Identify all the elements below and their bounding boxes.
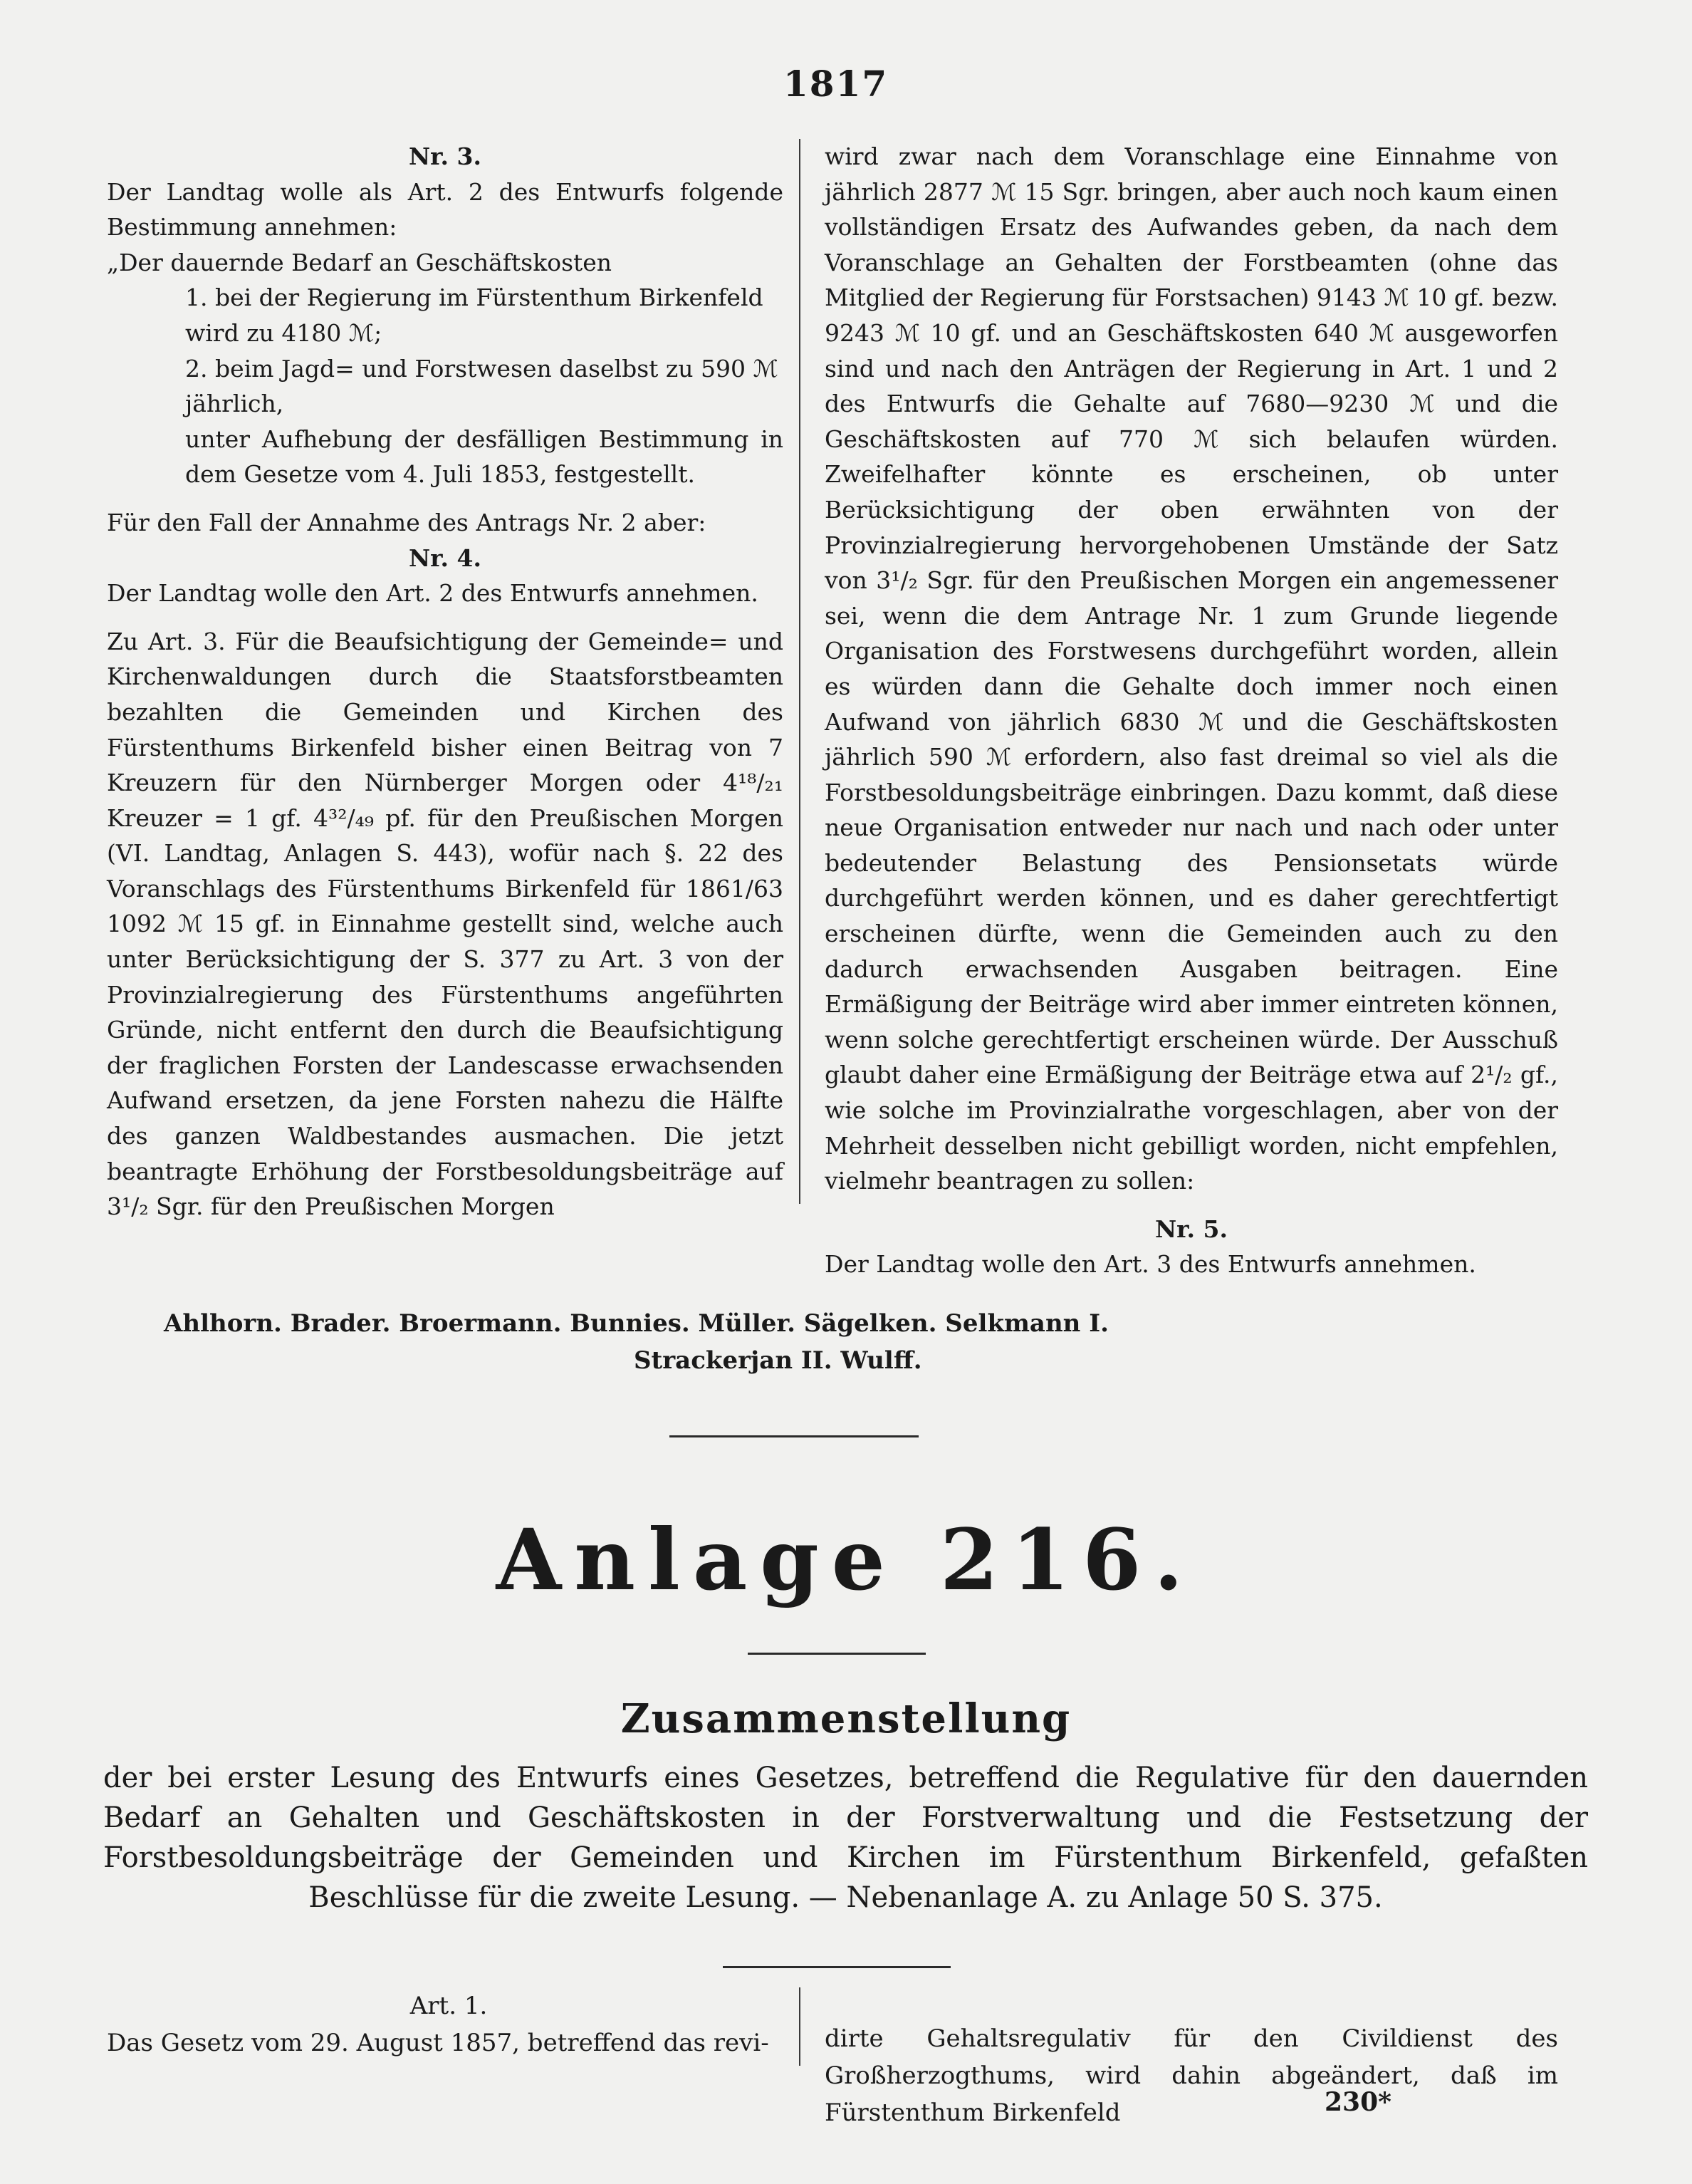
nr5-text: Der Landtag wolle den Art. 3 des Entwurfs annehmen. [825, 1250, 1476, 1279]
bottom-right-column: dirte Gehaltsregulativ für den Civildienst des Großherzogthums, wird dahin abgeändert, daß im Fürstenthum Birkenfeld [825, 2024, 1558, 2127]
nr4-text: Der Landtag wolle den Art. 2 des Entwurfs annehmen. [107, 579, 758, 608]
title-divider [748, 1653, 926, 1655]
page-number: 1817 [783, 63, 889, 105]
signatories [164, 1305, 1560, 1379]
signatories-row-2: Strackerjan II. Wulff. [634, 1346, 922, 1375]
bottom-column-divider [799, 1987, 800, 2066]
nr3-tail: unter Aufhebung der desfälligen Bestimmung in dem Gesetze vom 4. Juli 1853, festgestellt. [185, 425, 783, 489]
annex-title: Anlage 216. [496, 1510, 1196, 1609]
left-column [107, 139, 783, 1224]
nr3-case: Für den Fall der Annahme des Antrags Nr. 2 aber: [107, 508, 706, 536]
section-divider [669, 1435, 919, 1437]
nr3-item-2: 2. beim Jagd= und Forstwesen daselbst zu 590 ℳ jährlich, [185, 354, 778, 418]
nr4-heading: Nr. 4. [409, 544, 481, 572]
summary-divider [723, 1966, 951, 1968]
sheet-signature: 230* [1325, 2087, 1391, 2117]
right-column [825, 139, 1558, 1282]
nr3-intro: Der Landtag wolle als Art. 2 des Entwurfs folgende Bestimmung annehmen: [107, 177, 783, 241]
signatories-row-1: Ahlhorn. Brader. Broermann. Bunnies. Müller. Sägelken. Selkmann I. [164, 1309, 1109, 1338]
bottom-left-column [107, 1987, 790, 2061]
nr3-heading: Nr. 3. [409, 142, 481, 170]
nr3-quote-open: „Der dauernde Bedarf an Geschäftskosten [107, 248, 612, 276]
art1-heading: Art. 1. [409, 1992, 488, 2020]
art1-text: Das Gesetz vom 29. August 1857, betreffend das revi- [107, 2029, 769, 2057]
nr3-item-1: 1. bei der Regierung im Fürstenthum Birkenfeld wird zu 4180 ℳ; [185, 284, 763, 347]
right-continuation: wird zwar nach dem Voranschlage eine Einnahme von jährlich 2877 ℳ 15 Sgr. bringen, aber auch noch kaum einen vollständigen Ersatz des Aufwandes geben, da nach dem Voranschlage an Gehalten der Forstbeamten (ohne das Mitglied der Regierung für Forstsachen) 9143 ℳ 10 gf. bezw. 9243 ℳ 10 gf. und an Geschäftskosten 640 ℳ ausgeworfen sind und nach den Anträgen der Regierung in Art. 1 und 2 des Entwurfs die Gehalte auf 7680—9230 ℳ und die Geschäftskosten auf 770 ℳ sich belaufen würden. Zweifelhafter könnte es erscheinen, ob unter Berücksichtigung der oben erwähnten von der Provinzialregierung hervorgehobenen Umstände der Satz von 3¹/₂ Sgr. für den Preußischen Morgen ein angemessener sei, wenn die dem Antrage Nr. 1 zum Grunde liegende Organisation des Forstwesens durchgeführt worden, allein es würden dann die Gehalte doch immer noch einen Aufwand von jährlich 6830 ℳ und die Geschäftskosten jährlich 590 ℳ erfordern, also fast dreimal so viel als die Forstbesoldungsbeiträge einbringen. Dazu kommt, daß diese neue Organisation entweder nur nach und nach oder unter bedeutender Belastung des Pensionsetats würde durchgeführt werden können, und es daher gerechtfertigt erscheinen dürfte, wenn die Gemeinden auch zu den dadurch erwachsenden Ausgaben beitragen. Eine Ermäßigung der Beiträge wird aber immer eintreten können, wenn solche gerechtfertigt erscheinen würde. Der Ausschuß glaubt daher eine Ermäßigung der Beiträge etwa auf 2¹/₂ gf., wie solche im Provinzialrathe vorgeschlagen, aber von der Mehrheit desselben nicht gebilligt worden, nicht empfehlen, vielmehr beantragen zu sollen: [825, 142, 1558, 1195]
summary-text: der bei erster Lesung des Entwurfs eines Gesetzes, betreffend die Regulative für den dauernden Bedarf an Gehalten und Geschäftskosten in der Forstverwaltung und die Festsetzung der Forstbesoldungsbeiträge der Gemeinden und Kirchen im Fürstenthum Birkenfeld, gefaßten Beschlüsse für die zweite Lesung. — Nebenanlage A. zu Anlage 50 S. 375. [103, 1762, 1588, 1914]
column-divider [799, 139, 800, 1204]
summary-heading: Zusammenstellung [620, 1695, 1072, 1742]
nr5-heading: Nr. 5. [1155, 1215, 1228, 1243]
art3-text: Zu Art. 3. Für die Beaufsichtigung der Gemeinde= und Kirchenwaldungen durch die Staatsforstbeamten bezahlten die Gemeinden und Kirchen des Fürstenthums Birkenfeld bisher einen Beitrag von 7 Kreuzern für den Nürnberger Morgen oder 4¹⁸/₂₁ Kreuzer = 1 gf. 4³²/₄₉ pf. für den Preußischen Morgen (VI. Landtag, Anlagen S. 443), wofür nach §. 22 des Voranschlags des Fürstenthums Birkenfeld für 1861/63 1092 ℳ 15 gf. in Einnahme gestellt sind, welche auch unter Berücksichtigung der S. 377 zu Art. 3 von der Provinzialregierung des Fürstenthums angeführten Gründe, nicht entfernt den durch die Beaufsichtigung der fraglichen Forsten der Landescasse erwachsenden Aufwand ersetzen, da jene Forsten nahezu die Hälfte des ganzen Waldbestandes ausmachen. Die jetzt beantragte Erhöhung der Forstbesoldungsbeiträge auf 3¹/₂ Sgr. für den Preußischen Morgen [107, 627, 783, 1221]
